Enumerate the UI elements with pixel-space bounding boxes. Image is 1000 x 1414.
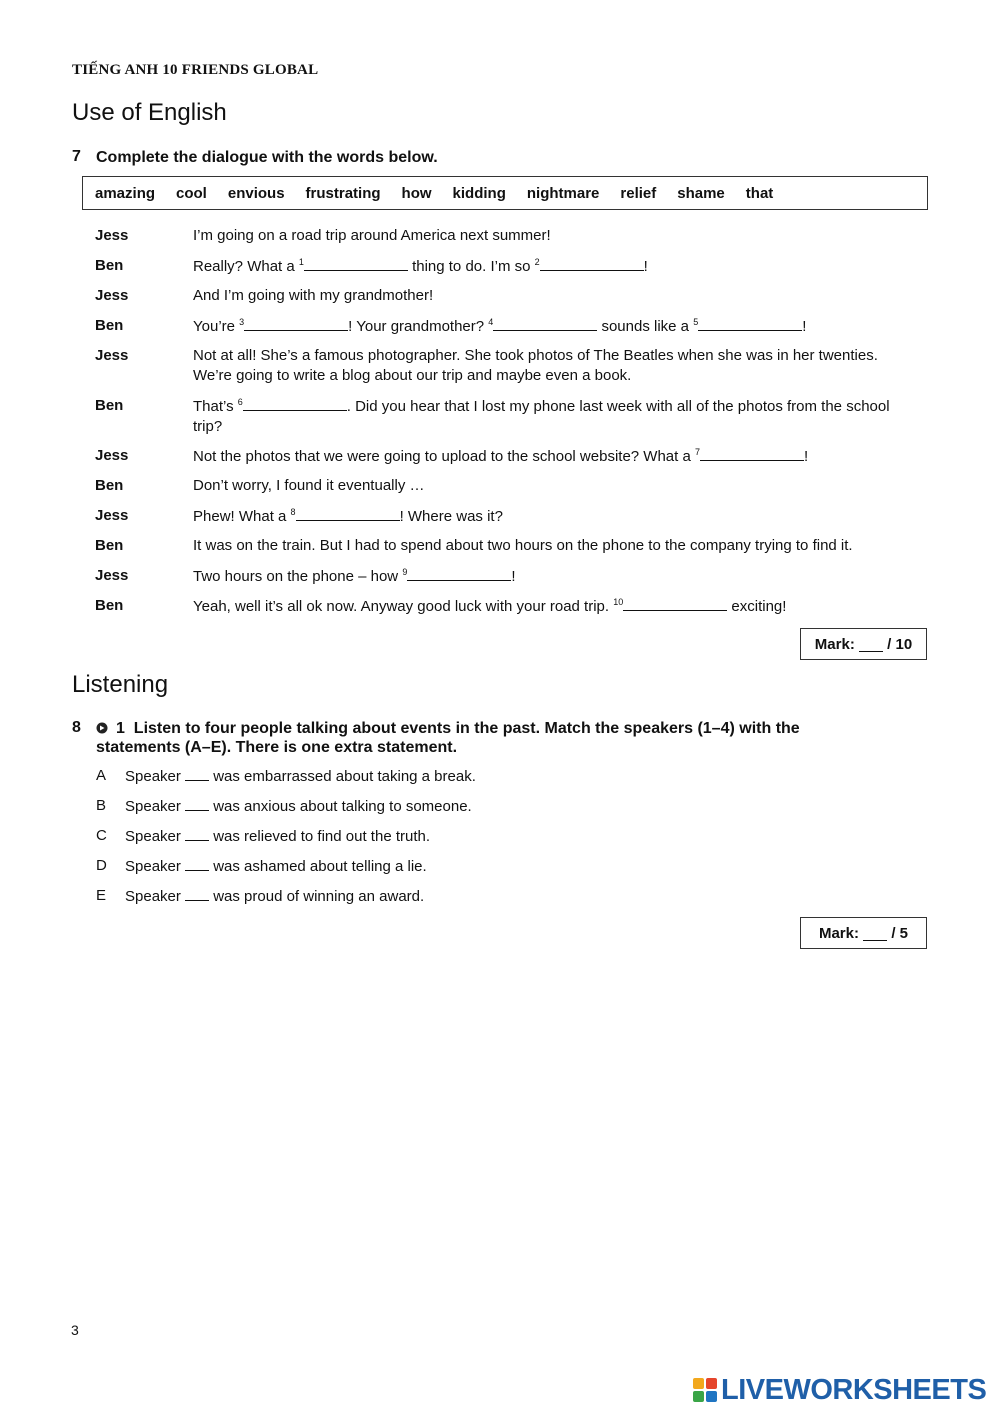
mark-box-exercise-8: [800, 917, 927, 949]
statement-letter: C: [96, 827, 107, 844]
dialogue-text: I’m going on a road trip around America next summer!: [193, 227, 551, 244]
gap-number: 6: [237, 397, 243, 407]
gap-number: 2: [534, 257, 540, 267]
audio-track-icon[interactable]: [96, 722, 108, 734]
answer-blank-2[interactable]: [540, 256, 644, 271]
word-relief: relief: [620, 184, 657, 202]
word-cool: cool: [176, 184, 207, 202]
speaker-name: Ben: [95, 397, 124, 414]
answer-blank-9[interactable]: [407, 566, 511, 581]
page-number: 3: [71, 1322, 79, 1338]
dialogue-text: Yeah, well it’s all ok now. Anyway good luck with your road trip. $^{10}$ exciting!: [193, 597, 787, 615]
logo-tile-e: [706, 1391, 717, 1402]
dialogue-text: Don’t worry, I found it eventually …: [193, 477, 425, 494]
dialogue-text: You’re $^3$ ! Your grandmother? $^4$ sounds like a $^5$ !: [193, 317, 807, 335]
statement-text: Speaker was relieved to find out the truth.: [125, 828, 431, 845]
exercise-8-instruction: [96, 719, 876, 757]
speaker-name: Jess: [95, 567, 129, 584]
answer-blank-1[interactable]: [304, 256, 408, 271]
mark-box-exercise-7: [800, 628, 927, 660]
gap-number: 4: [488, 317, 494, 327]
dialogue-text: Two hours on the phone – how $^9$ !: [193, 567, 516, 585]
speaker-number-blank[interactable]: [185, 766, 209, 781]
speaker-name: Ben: [95, 477, 124, 494]
answer-blank-8[interactable]: [296, 506, 400, 521]
dialogue-text: It was on the train. But I had to spend about two hours on the phone to the company trying to find it.: [193, 537, 853, 554]
section-title-use-of-english: Use of English: [72, 99, 227, 126]
section-title-listening: Listening: [72, 671, 169, 698]
exercise-number-7: 7: [72, 148, 81, 165]
speaker-name: Jess: [95, 287, 129, 304]
speaker-name: Jess: [95, 507, 129, 524]
word-frustrating: frustrating: [305, 184, 381, 202]
mark-total: / 5: [891, 924, 909, 942]
word-that: that: [745, 184, 774, 202]
answer-blank-4[interactable]: [493, 316, 597, 331]
speaker-name: Ben: [95, 597, 124, 614]
gap-number: 5: [693, 317, 699, 327]
dialogue-text: Not the photos that we were going to upload to the school website? What a $^7$ !: [193, 447, 809, 465]
logo-tile-l: [693, 1378, 704, 1389]
dialogue-text: Really? What a $^1$ thing to do. I’m so $^2$ !: [193, 257, 648, 275]
gap-number: 8: [290, 507, 296, 517]
speaker-name: Ben: [95, 537, 124, 554]
statement-letter: B: [96, 797, 107, 814]
speaker-name: Jess: [95, 447, 129, 464]
answer-blank-7[interactable]: [700, 446, 804, 461]
word-amazing: amazing: [95, 184, 156, 202]
track-number: 1: [116, 720, 125, 737]
instruction-text: Listen to four people talking about events in the past. Match the speakers (1–4) with the statements (A–E). There is one extra statement.: [96, 720, 800, 756]
dialogue-text: Phew! What a $^8$ ! Where was it?: [193, 507, 503, 525]
answer-blank-6[interactable]: [243, 396, 347, 411]
dialogue-text: And I’m going with my grandmother!: [193, 287, 434, 304]
answer-blank-3[interactable]: [244, 316, 348, 331]
liveworksheets-logo: [693, 1373, 986, 1407]
exercise-number-8: 8: [72, 719, 81, 736]
statement-text: Speaker was proud of winning an award.: [125, 888, 425, 905]
answer-blank-10[interactable]: [623, 596, 727, 611]
word-kidding: kidding: [452, 184, 506, 202]
mark-score-blank[interactable]: [863, 926, 887, 941]
mark-total: / 10: [887, 635, 913, 653]
word-envious: envious: [227, 184, 285, 202]
exercise-7-instruction: Complete the dialogue with the words below.: [96, 149, 438, 166]
word-box: [82, 176, 928, 210]
logo-tile-i: [706, 1378, 717, 1389]
statement-text: Speaker was ashamed about telling a lie.: [125, 858, 427, 875]
dialogue-text: Not at all! She’s a famous photographer. She took photos of The Beatles when she was in her twenties. We’re going to write a blog about our trip and maybe even a book.: [193, 347, 878, 384]
statement-letter: D: [96, 857, 107, 874]
speaker-name: Jess: [95, 347, 129, 364]
gap-number: 1: [298, 257, 304, 267]
statement-text: Speaker was embarrassed about taking a break.: [125, 768, 476, 785]
gap-number: 7: [694, 447, 700, 457]
word-nightmare: nightmare: [526, 184, 600, 202]
speaker-name: Ben: [95, 317, 124, 334]
speaker-number-blank[interactable]: [185, 796, 209, 811]
mark-score-blank[interactable]: [859, 637, 883, 652]
gap-number: 3: [239, 317, 245, 327]
statement-letter: E: [96, 887, 107, 904]
answer-blank-5[interactable]: [698, 316, 802, 331]
mark-label: Mark:: [814, 635, 855, 653]
speaker-number-blank[interactable]: [185, 886, 209, 901]
logo-tile-v: [693, 1391, 704, 1402]
gap-number: 10: [613, 597, 624, 607]
logo-icon: [693, 1378, 717, 1402]
speaker-name: Ben: [95, 257, 124, 274]
dialogue-text: That’s $^6$ . Did you hear that I lost my phone last week with all of the photos from the school trip?: [193, 397, 890, 435]
word-shame: shame: [677, 184, 725, 202]
mark-label: Mark:: [818, 924, 859, 942]
speaker-number-blank[interactable]: [185, 856, 209, 871]
logo-text: LIVEWORKSHEETS: [721, 1373, 987, 1406]
statement-letter: A: [96, 767, 107, 784]
speaker-name: Jess: [95, 227, 129, 244]
gap-number: 9: [402, 567, 408, 577]
statement-text: Speaker was anxious about talking to someone.: [125, 798, 472, 815]
document-header: TIẾNG ANH 10 FRIENDS GLOBAL: [72, 62, 319, 78]
speaker-number-blank[interactable]: [185, 826, 209, 841]
word-how: how: [401, 184, 432, 202]
